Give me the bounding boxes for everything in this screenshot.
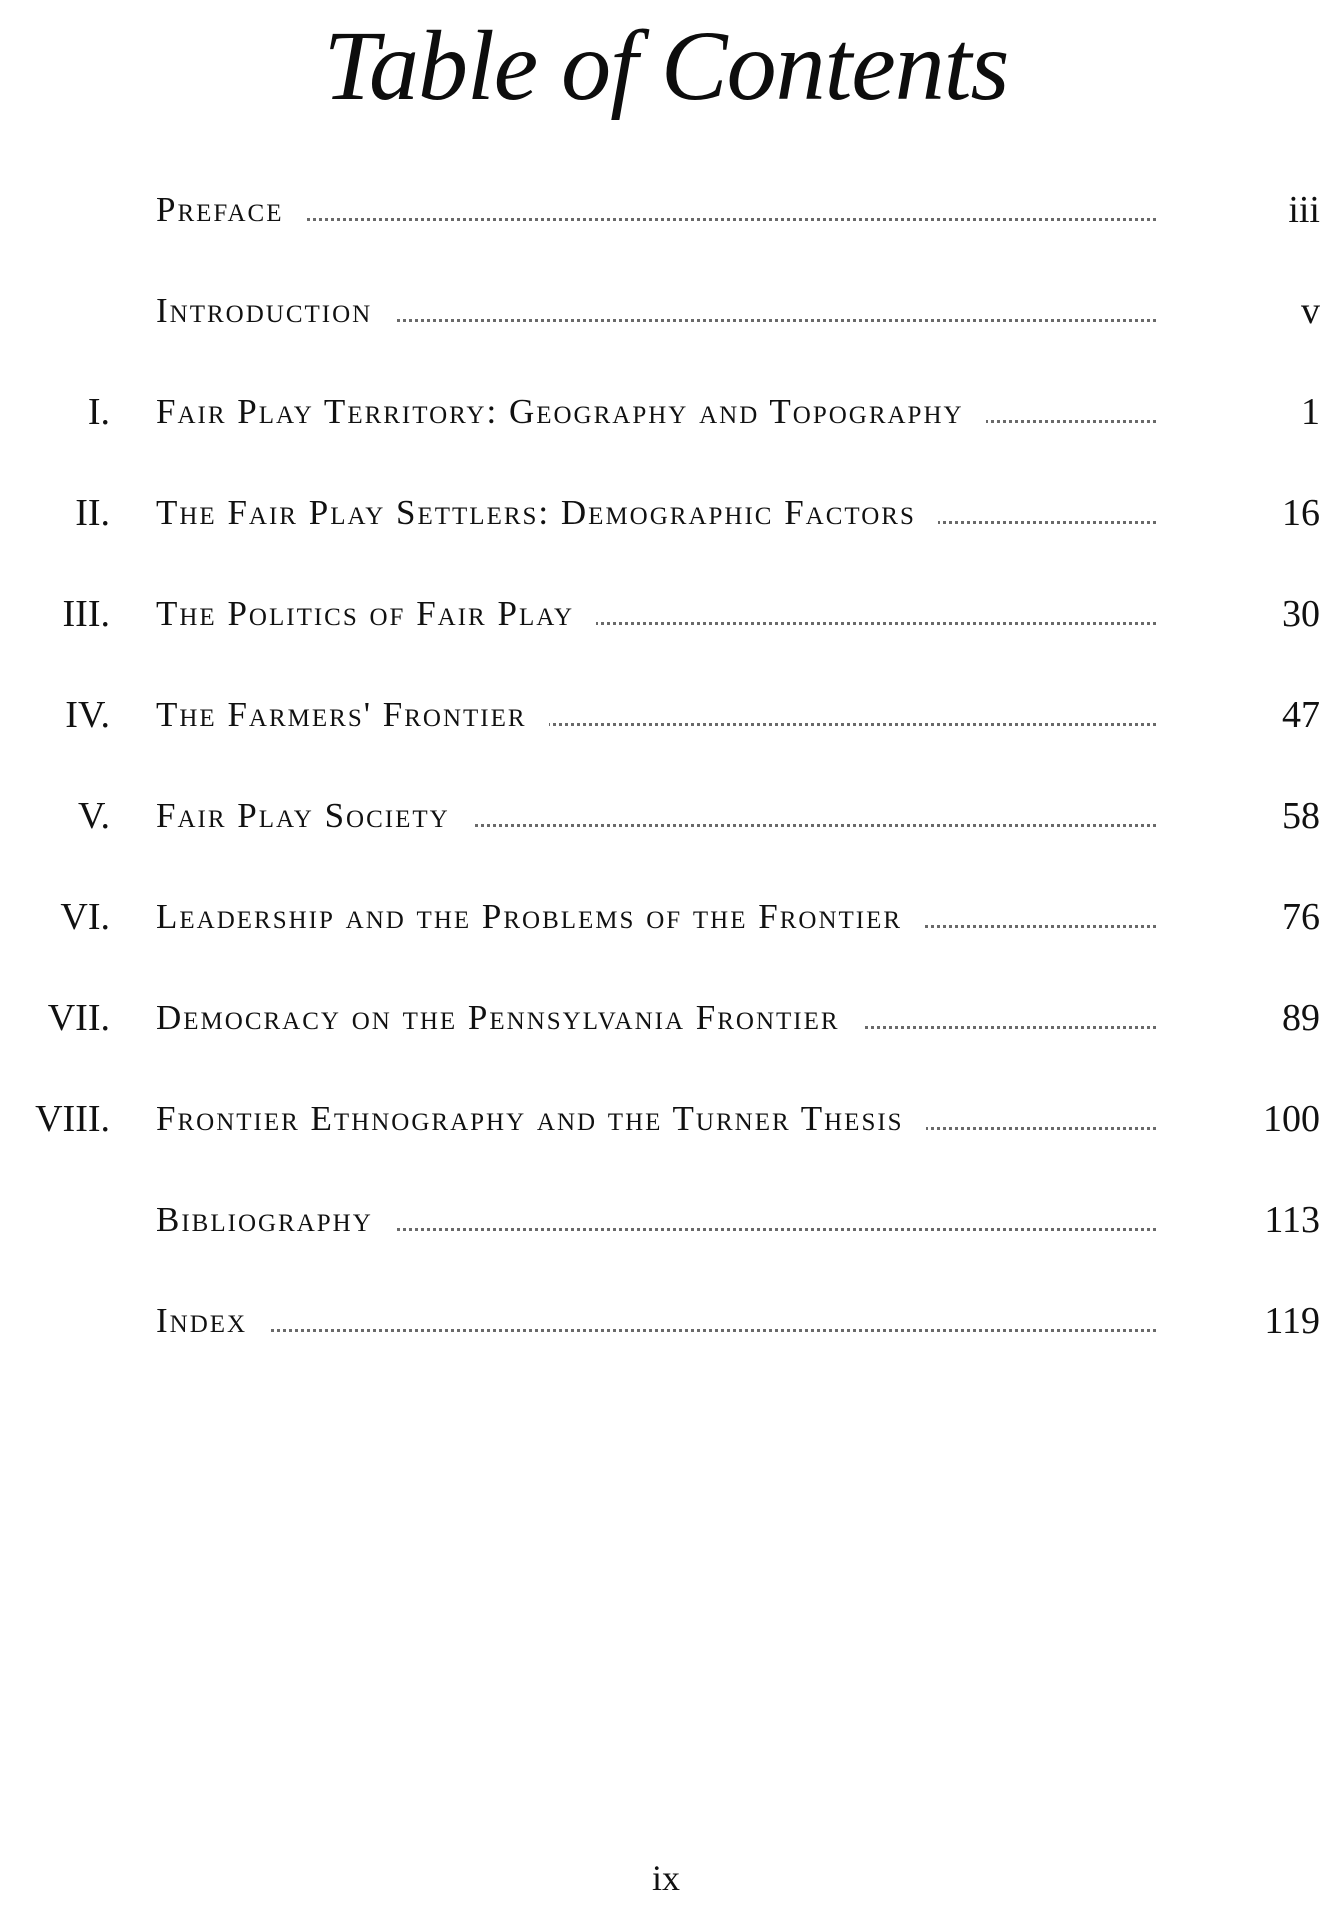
chapter-number: IV.	[65, 694, 110, 736]
toc-entry-chapter-4[interactable]	[0, 685, 1332, 745]
toc-entry-chapter-2[interactable]	[0, 483, 1332, 543]
entry-title: Index	[156, 1291, 269, 1351]
page-number: 113	[1264, 1199, 1320, 1241]
page-number: 58	[1282, 795, 1320, 837]
page-number: 1	[1301, 391, 1320, 433]
toc-entry-chapter-6[interactable]	[0, 887, 1332, 947]
entry-title: Fair Play Territory: Geography and Topography	[156, 382, 986, 442]
toc-entry-bibliography[interactable]	[0, 1190, 1332, 1250]
toc-entry-chapter-1[interactable]	[0, 382, 1332, 442]
page-number: 89	[1282, 997, 1320, 1039]
page-number: 47	[1282, 694, 1320, 736]
entry-title: The Politics of Fair Play	[156, 584, 596, 644]
toc-entry-index[interactable]	[0, 1291, 1332, 1351]
chapter-number: I.	[87, 391, 110, 433]
chapter-number: VIII.	[35, 1098, 110, 1140]
toc-entry-chapter-7[interactable]	[0, 988, 1332, 1048]
toc-entry-chapter-3[interactable]	[0, 584, 1332, 644]
folio-page-number: ix	[651, 1858, 680, 1898]
chapter-number: VII.	[47, 997, 110, 1039]
entry-title: Introduction	[156, 281, 394, 341]
entry-title: Leadership and the Problems of the Frontier	[156, 887, 924, 947]
chapter-number: V.	[77, 795, 110, 837]
page-number: 119	[1264, 1300, 1320, 1342]
chapter-number: II.	[75, 492, 110, 534]
entry-title: Bibliography	[156, 1190, 395, 1250]
page-number: iii	[1288, 189, 1320, 231]
entry-title: The Fair Play Settlers: Demographic Factors	[156, 483, 938, 543]
entry-title: Preface	[156, 180, 305, 240]
page-number: 30	[1282, 593, 1320, 635]
toc-entry-preface[interactable]	[0, 180, 1332, 240]
entry-title: Democracy on the Pennsylvania Frontier	[156, 988, 862, 1048]
dot-leader	[156, 1329, 1156, 1332]
entry-title: Fair Play Society	[156, 786, 472, 846]
page-number: 100	[1263, 1098, 1320, 1140]
page-number: v	[1301, 290, 1320, 332]
chapter-number: VI.	[60, 896, 110, 938]
page-number: 16	[1282, 492, 1320, 534]
chapter-number: III.	[62, 593, 110, 635]
toc-entry-introduction[interactable]	[0, 281, 1332, 341]
page-number: 76	[1282, 896, 1320, 938]
page-title: Table of Contents	[323, 10, 1009, 121]
dot-leader	[156, 218, 1156, 221]
toc-entry-chapter-5[interactable]	[0, 786, 1332, 846]
entry-title: The Farmers' Frontier	[156, 685, 549, 745]
entry-title: Frontier Ethnography and the Turner Thesis	[156, 1089, 926, 1149]
toc-entry-chapter-8[interactable]	[0, 1089, 1332, 1149]
